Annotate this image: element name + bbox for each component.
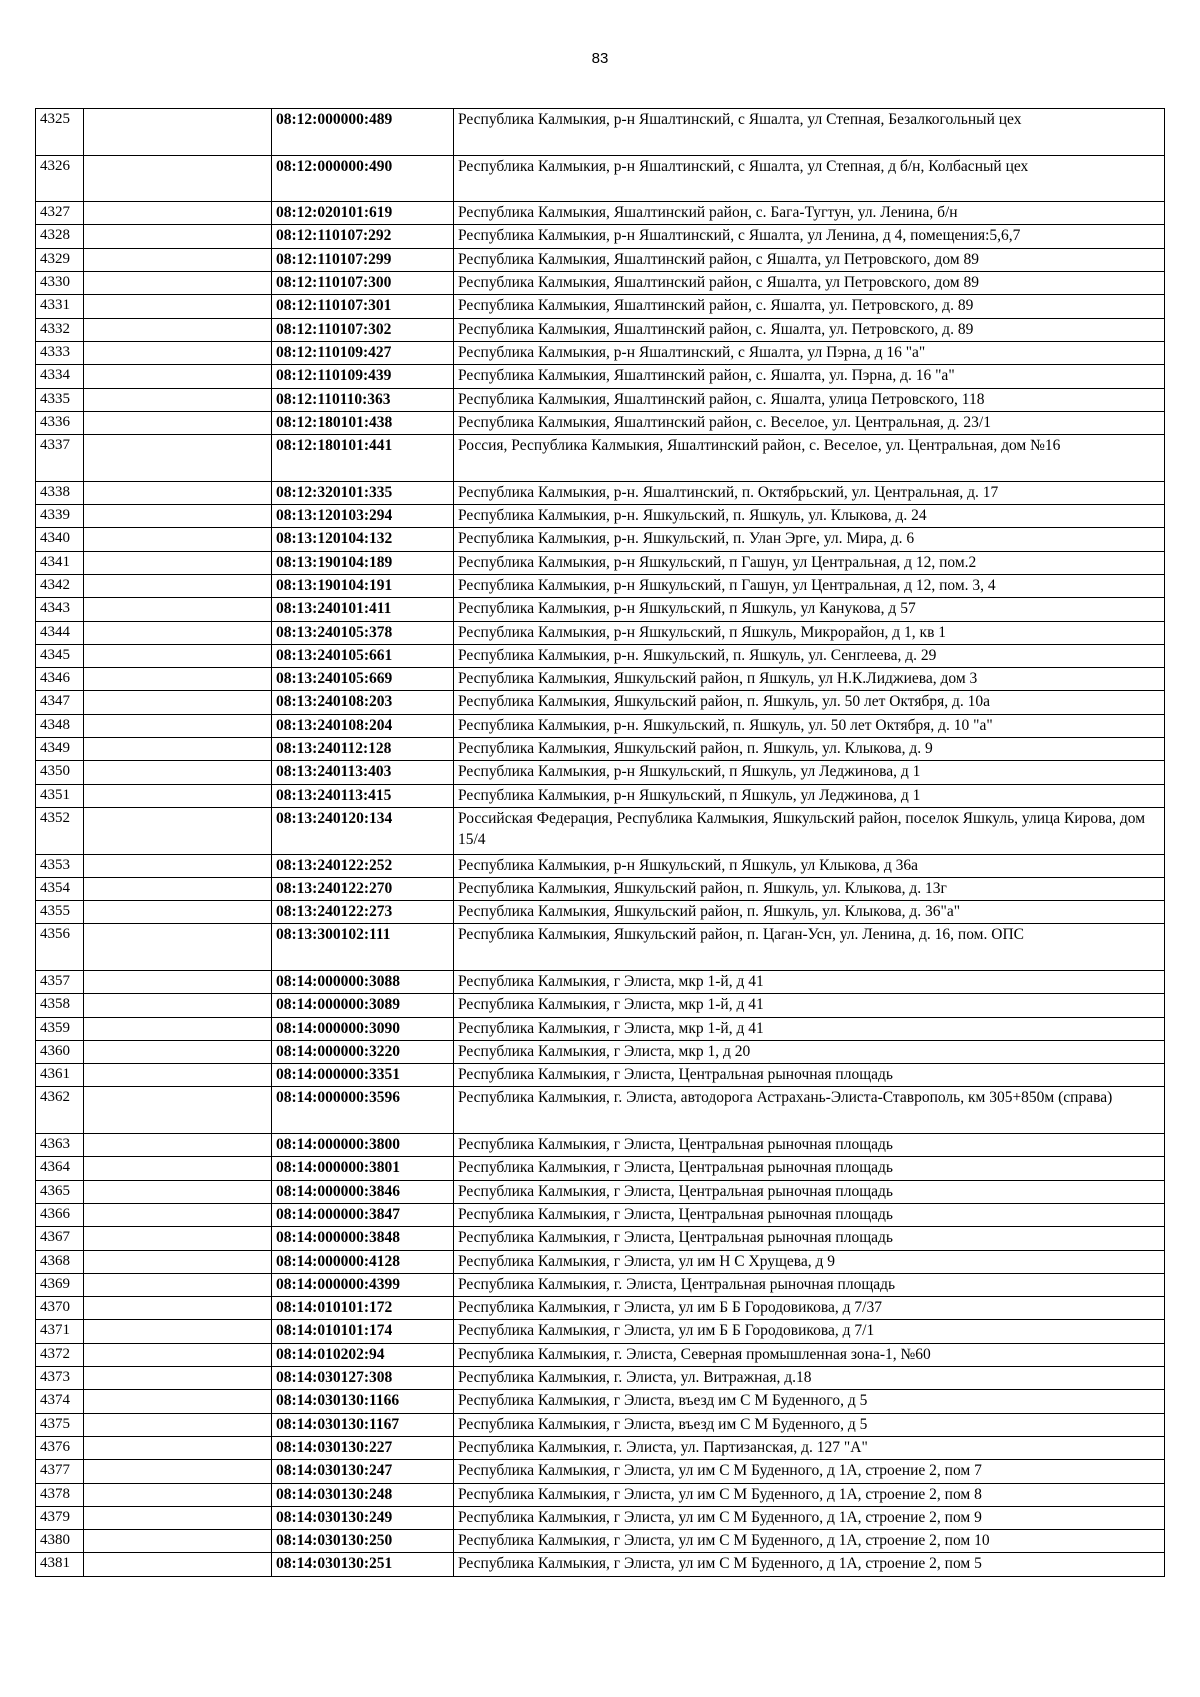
row-number-cell: 4346 [36, 668, 84, 691]
empty-cell [84, 528, 272, 551]
address-cell: Республика Калмыкия, г Элиста, Центральная рыночная площадь [454, 1157, 1165, 1180]
empty-cell [84, 1180, 272, 1203]
address-cell: Республика Калмыкия, Яшалтинский район, с. Яшалта, ул. Петровского, д. 89 [454, 318, 1165, 341]
row-number-cell: 4365 [36, 1180, 84, 1203]
row-number-cell: 4366 [36, 1203, 84, 1226]
address-cell: Республика Калмыкия, Яшкульский район, п. Яшкуль, ул. Клыкова, д. 36"а" [454, 901, 1165, 924]
empty-cell [84, 854, 272, 877]
table-row [36, 1203, 1165, 1226]
address-cell: Республика Калмыкия, г Элиста, мкр 1, д 20 [454, 1040, 1165, 1063]
row-number-cell: 4333 [36, 341, 84, 364]
empty-cell [84, 248, 272, 271]
table-row [36, 295, 1165, 318]
address-cell: Республика Калмыкия, г Элиста, ул им Н С Хрущева, д 9 [454, 1250, 1165, 1273]
row-number-cell: 4368 [36, 1250, 84, 1273]
table-row [36, 1506, 1165, 1529]
table-row [36, 994, 1165, 1017]
cadastral-number-cell: 08:13:240120:134 [272, 807, 454, 854]
empty-cell [84, 481, 272, 504]
row-number-cell: 4378 [36, 1483, 84, 1506]
cadastral-number-cell: 08:14:010101:172 [272, 1297, 454, 1320]
row-number-cell: 4339 [36, 505, 84, 528]
address-cell: Республика Калмыкия, г Элиста, Центральная рыночная площадь [454, 1203, 1165, 1226]
empty-cell [84, 1460, 272, 1483]
row-number-cell: 4353 [36, 854, 84, 877]
address-cell: Республика Калмыкия, р-н Яшалтинский, с Яшалта, ул Пэрна, д 16 "а" [454, 341, 1165, 364]
cadastral-number-cell: 08:13:240113:403 [272, 761, 454, 784]
address-cell: Республика Калмыкия, р-н. Яшкульский, п. Улан Эрге, ул. Мира, д. 6 [454, 528, 1165, 551]
empty-cell [84, 598, 272, 621]
row-number-cell: 4357 [36, 970, 84, 993]
table-row [36, 1530, 1165, 1553]
table-row [36, 1250, 1165, 1273]
table-row [36, 272, 1165, 295]
table-row [36, 598, 1165, 621]
empty-cell [84, 505, 272, 528]
cadastral-number-cell: 08:14:000000:3351 [272, 1064, 454, 1087]
cadastral-number-cell: 08:14:030130:247 [272, 1460, 454, 1483]
row-number-cell: 4338 [36, 481, 84, 504]
address-cell: Республика Калмыкия, г Элиста, Центральная рыночная площадь [454, 1227, 1165, 1250]
address-cell: Республика Калмыкия, г Элиста, въезд им С М Буденного, д 5 [454, 1390, 1165, 1413]
cadastral-number-cell: 08:13:240122:252 [272, 854, 454, 877]
table-row [36, 388, 1165, 411]
table-row [36, 1460, 1165, 1483]
row-number-cell: 4363 [36, 1134, 84, 1157]
address-cell: Республика Калмыкия, г Элиста, въезд им С М Буденного, д 5 [454, 1413, 1165, 1436]
table-row [36, 551, 1165, 574]
address-cell: Республика Калмыкия, г Элиста, ул им С М Буденного, д 1А, строение 2, пом 8 [454, 1483, 1165, 1506]
cadastral-number-cell: 08:12:110107:301 [272, 295, 454, 318]
empty-cell [84, 1530, 272, 1553]
cadastral-number-cell: 08:14:000000:3090 [272, 1017, 454, 1040]
cadastral-number-cell: 08:12:320101:335 [272, 481, 454, 504]
empty-cell [84, 295, 272, 318]
address-cell: Республика Калмыкия, р-н. Яшалтинский, п. Октябрьский, ул. Центральная, д. 17 [454, 481, 1165, 504]
empty-cell [84, 1343, 272, 1366]
address-cell: Республика Калмыкия, Яшкульский район, п. Яшкуль, ул. Клыкова, д. 9 [454, 738, 1165, 761]
cadastral-number-cell: 08:12:020101:619 [272, 202, 454, 225]
empty-cell [84, 784, 272, 807]
address-cell: Российская Федерация, Республика Калмыкия, Яшкульский район, поселок Яшкуль, улица Кирова, дом 15/4 [454, 807, 1165, 854]
empty-cell [84, 1203, 272, 1226]
table-row [36, 155, 1165, 202]
row-number-cell: 4337 [36, 435, 84, 482]
row-number-cell: 4336 [36, 411, 84, 434]
table-row [36, 248, 1165, 271]
address-cell: Республика Калмыкия, р-н Яшкульский, п Яшкуль, ул Клыкова, д 36а [454, 854, 1165, 877]
address-cell: Республика Калмыкия, р-н Яшкульский, п Гашун, ул Центральная, д 12, пом.2 [454, 551, 1165, 574]
row-number-cell: 4342 [36, 574, 84, 597]
empty-cell [84, 272, 272, 295]
row-number-cell: 4332 [36, 318, 84, 341]
address-cell: Республика Калмыкия, Яшкульский район, п. Яшкуль, ул. 50 лет Октября, д. 10а [454, 691, 1165, 714]
table-row [36, 505, 1165, 528]
cadastral-number-cell: 08:12:180101:441 [272, 435, 454, 482]
table-row [36, 691, 1165, 714]
address-cell: Республика Калмыкия, Яшалтинский район, с Яшалта, ул Петровского, дом 89 [454, 248, 1165, 271]
cadastral-number-cell: 08:13:240105:378 [272, 621, 454, 644]
table-row [36, 1367, 1165, 1390]
cadastral-number-cell: 08:14:000000:3847 [272, 1203, 454, 1226]
address-cell: Республика Калмыкия, г Элиста, Центральная рыночная площадь [454, 1180, 1165, 1203]
address-cell: Республика Калмыкия, р-н Яшалтинский, с Яшалта, ул Ленина, д 4, помещения:5,6,7 [454, 225, 1165, 248]
row-number-cell: 4335 [36, 388, 84, 411]
empty-cell [84, 225, 272, 248]
row-number-cell: 4349 [36, 738, 84, 761]
empty-cell [84, 318, 272, 341]
address-cell: Республика Калмыкия, р-н. Яшкульский, п. Яшкуль, ул. Сенглеева, д. 29 [454, 644, 1165, 667]
cadastral-number-cell: 08:14:030130:227 [272, 1436, 454, 1459]
cadastral-number-cell: 08:13:120103:294 [272, 505, 454, 528]
row-number-cell: 4354 [36, 877, 84, 900]
cadastral-number-cell: 08:14:030130:251 [272, 1553, 454, 1576]
empty-cell [84, 877, 272, 900]
empty-cell [84, 970, 272, 993]
table-row [36, 668, 1165, 691]
table-row [36, 1040, 1165, 1063]
table-row [36, 621, 1165, 644]
row-number-cell: 4343 [36, 598, 84, 621]
cadastral-number-cell: 08:13:240101:411 [272, 598, 454, 621]
row-number-cell: 4352 [36, 807, 84, 854]
empty-cell [84, 1483, 272, 1506]
cadastral-number-cell: 08:12:110110:363 [272, 388, 454, 411]
row-number-cell: 4375 [36, 1413, 84, 1436]
row-number-cell: 4358 [36, 994, 84, 1017]
row-number-cell: 4326 [36, 155, 84, 202]
address-cell: Республика Калмыкия, Яшалтинский район, с. Яшалта, ул. Петровского, д. 89 [454, 295, 1165, 318]
address-cell: Республика Калмыкия, Яшалтинский район, с. Яшалта, ул. Пэрна, д. 16 "а" [454, 365, 1165, 388]
table-row [36, 1320, 1165, 1343]
address-cell: Республика Калмыкия, г Элиста, Центральная рыночная площадь [454, 1134, 1165, 1157]
cadastral-number-cell: 08:14:030130:1166 [272, 1390, 454, 1413]
row-number-cell: 4325 [36, 109, 84, 156]
cadastral-number-cell: 08:12:000000:490 [272, 155, 454, 202]
cadastral-number-cell: 08:13:240108:204 [272, 714, 454, 737]
row-number-cell: 4329 [36, 248, 84, 271]
cadastral-number-cell: 08:14:030130:248 [272, 1483, 454, 1506]
address-cell: Республика Калмыкия, г Элиста, мкр 1-й, д 41 [454, 1017, 1165, 1040]
cadastral-number-cell: 08:13:240105:661 [272, 644, 454, 667]
page-number: 83 [591, 50, 609, 67]
row-number-cell: 4370 [36, 1297, 84, 1320]
row-number-cell: 4328 [36, 225, 84, 248]
row-number-cell: 4360 [36, 1040, 84, 1063]
empty-cell [84, 1413, 272, 1436]
row-number-cell: 4359 [36, 1017, 84, 1040]
address-cell: Республика Калмыкия, Яшалтинский район, с. Яшалта, улица Петровского, 118 [454, 388, 1165, 411]
row-number-cell: 4364 [36, 1157, 84, 1180]
row-number-cell: 4341 [36, 551, 84, 574]
registry-table-body [36, 109, 1165, 1577]
cadastral-number-cell: 08:12:180101:438 [272, 411, 454, 434]
row-number-cell: 4356 [36, 924, 84, 971]
address-cell: Республика Калмыкия, р-н Яшкульский, п Яшкуль, ул Леджинова, д 1 [454, 761, 1165, 784]
empty-cell [84, 1040, 272, 1063]
table-row [36, 1134, 1165, 1157]
cadastral-number-cell: 08:14:000000:3801 [272, 1157, 454, 1180]
address-cell: Республика Калмыкия, г. Элиста, Северная промышленная зона-1, №60 [454, 1343, 1165, 1366]
table-row [36, 761, 1165, 784]
address-cell: Республика Калмыкия, г Элиста, ул им С М Буденного, д 1А, строение 2, пом 7 [454, 1460, 1165, 1483]
address-cell: Республика Калмыкия, г. Элиста, ул. Витражная, д.18 [454, 1367, 1165, 1390]
empty-cell [84, 341, 272, 364]
address-cell: Республика Калмыкия, г Элиста, ул им С М Буденного, д 1А, строение 2, пом 10 [454, 1530, 1165, 1553]
table-row [36, 1343, 1165, 1366]
cadastral-number-cell: 08:14:000000:3846 [272, 1180, 454, 1203]
address-cell: Республика Калмыкия, Яшалтинский район, с. Веселое, ул. Центральная, д. 23/1 [454, 411, 1165, 434]
address-cell: Республика Калмыкия, г. Элиста, автодорога Астрахань-Элиста-Ставрополь, км 305+850м (справа) [454, 1087, 1165, 1134]
table-row [36, 714, 1165, 737]
table-row [36, 1297, 1165, 1320]
cadastral-number-cell: 08:14:030127:308 [272, 1367, 454, 1390]
cadastral-number-cell: 08:12:110107:299 [272, 248, 454, 271]
empty-cell [84, 668, 272, 691]
empty-cell [84, 1297, 272, 1320]
empty-cell [84, 551, 272, 574]
empty-cell [84, 1320, 272, 1343]
row-number-cell: 4361 [36, 1064, 84, 1087]
row-number-cell: 4367 [36, 1227, 84, 1250]
empty-cell [84, 924, 272, 971]
address-cell: Республика Калмыкия, р-н Яшалтинский, с Яшалта, ул Степная, д б/н, Колбасный цех [454, 155, 1165, 202]
empty-cell [84, 1553, 272, 1576]
row-number-cell: 4372 [36, 1343, 84, 1366]
cadastral-number-cell: 08:13:300102:111 [272, 924, 454, 971]
address-cell: Республика Калмыкия, г. Элиста, ул. Партизанская, д. 127 "А" [454, 1436, 1165, 1459]
empty-cell [84, 761, 272, 784]
table-row [36, 970, 1165, 993]
table-row [36, 1157, 1165, 1180]
address-cell: Республика Калмыкия, г. Элиста, Центральная рыночная площадь [454, 1273, 1165, 1296]
cadastral-number-cell: 08:14:000000:3848 [272, 1227, 454, 1250]
row-number-cell: 4334 [36, 365, 84, 388]
empty-cell [84, 411, 272, 434]
address-cell: Республика Калмыкия, Яшкульский район, п. Яшкуль, ул. Клыкова, д. 13г [454, 877, 1165, 900]
address-cell: Республика Калмыкия, Яшкульский район, п Яшкуль, ул Н.К.Лиджиева, дом 3 [454, 668, 1165, 691]
address-cell: Республика Калмыкия, р-н Яшкульский, п Яшкуль, ул Канукова, д 57 [454, 598, 1165, 621]
cadastral-number-cell: 08:14:010202:94 [272, 1343, 454, 1366]
address-cell: Республика Калмыкия, г Элиста, мкр 1-й, д 41 [454, 970, 1165, 993]
address-cell: Республика Калмыкия, р-н Яшкульский, п Гашун, ул Центральная, д 12, пом. 3, 4 [454, 574, 1165, 597]
table-row [36, 784, 1165, 807]
row-number-cell: 4376 [36, 1436, 84, 1459]
cadastral-number-cell: 08:14:030130:1167 [272, 1413, 454, 1436]
cadastral-number-cell: 08:12:000000:489 [272, 109, 454, 156]
row-number-cell: 4351 [36, 784, 84, 807]
cadastral-number-cell: 08:12:110107:292 [272, 225, 454, 248]
row-number-cell: 4374 [36, 1390, 84, 1413]
empty-cell [84, 155, 272, 202]
table-row [36, 1087, 1165, 1134]
table-row [36, 644, 1165, 667]
cadastral-number-cell: 08:13:190104:191 [272, 574, 454, 597]
table-row [36, 1017, 1165, 1040]
table-row [36, 1180, 1165, 1203]
row-number-cell: 4345 [36, 644, 84, 667]
row-number-cell: 4362 [36, 1087, 84, 1134]
cadastral-number-cell: 08:13:240112:128 [272, 738, 454, 761]
empty-cell [84, 1087, 272, 1134]
cadastral-number-cell: 08:14:010101:174 [272, 1320, 454, 1343]
cadastral-number-cell: 08:13:190104:189 [272, 551, 454, 574]
table-row [36, 202, 1165, 225]
row-number-cell: 4327 [36, 202, 84, 225]
row-number-cell: 4369 [36, 1273, 84, 1296]
table-row [36, 528, 1165, 551]
table-row [36, 1483, 1165, 1506]
row-number-cell: 4373 [36, 1367, 84, 1390]
cadastral-number-cell: 08:13:240122:270 [272, 877, 454, 900]
cadastral-number-cell: 08:14:000000:3089 [272, 994, 454, 1017]
address-cell: Республика Калмыкия, г Элиста, ул им Б Б Городовикова, д 7/37 [454, 1297, 1165, 1320]
address-cell: Республика Калмыкия, г Элиста, мкр 1-й, д 41 [454, 994, 1165, 1017]
empty-cell [84, 1064, 272, 1087]
table-row [36, 1436, 1165, 1459]
address-cell: Республика Калмыкия, Яшалтинский район, с. Бага-Тугтун, ул. Ленина, б/н [454, 202, 1165, 225]
empty-cell [84, 621, 272, 644]
empty-cell [84, 388, 272, 411]
empty-cell [84, 1227, 272, 1250]
table-row [36, 1273, 1165, 1296]
table-row [36, 1064, 1165, 1087]
row-number-cell: 4344 [36, 621, 84, 644]
empty-cell [84, 109, 272, 156]
address-cell: Республика Калмыкия, г Элиста, Центральная рыночная площадь [454, 1064, 1165, 1087]
empty-cell [84, 1017, 272, 1040]
empty-cell [84, 1157, 272, 1180]
table-row [36, 1553, 1165, 1576]
address-cell: Республика Калмыкия, р-н. Яшкульский, п. Яшкуль, ул. Клыкова, д. 24 [454, 505, 1165, 528]
table-row [36, 738, 1165, 761]
empty-cell [84, 691, 272, 714]
cadastral-number-cell: 08:14:000000:3800 [272, 1134, 454, 1157]
table-row [36, 574, 1165, 597]
cadastral-number-cell: 08:12:110109:427 [272, 341, 454, 364]
cadastral-number-cell: 08:12:110109:439 [272, 365, 454, 388]
cadastral-number-cell: 08:14:000000:3220 [272, 1040, 454, 1063]
row-number-cell: 4371 [36, 1320, 84, 1343]
empty-cell [84, 714, 272, 737]
empty-cell [84, 365, 272, 388]
table-row [36, 854, 1165, 877]
empty-cell [84, 994, 272, 1017]
empty-cell [84, 1367, 272, 1390]
empty-cell [84, 807, 272, 854]
row-number-cell: 4350 [36, 761, 84, 784]
cadastral-number-cell: 08:13:240105:669 [272, 668, 454, 691]
table-row [36, 365, 1165, 388]
cadastral-number-cell: 08:14:000000:3596 [272, 1087, 454, 1134]
empty-cell [84, 574, 272, 597]
empty-cell [84, 644, 272, 667]
table-row [36, 109, 1165, 156]
address-cell: Республика Калмыкия, р-н Яшкульский, п Яшкуль, Микрорайон, д 1, кв 1 [454, 621, 1165, 644]
address-cell: Республика Калмыкия, г Элиста, ул им Б Б Городовикова, д 7/1 [454, 1320, 1165, 1343]
empty-cell [84, 202, 272, 225]
row-number-cell: 4380 [36, 1530, 84, 1553]
table-row [36, 901, 1165, 924]
row-number-cell: 4355 [36, 901, 84, 924]
cadastral-number-cell: 08:13:120104:132 [272, 528, 454, 551]
cadastral-number-cell: 08:13:240122:273 [272, 901, 454, 924]
address-cell: Россия, Республика Калмыкия, Яшалтинский район, с. Веселое, ул. Центральная, дом №16 [454, 435, 1165, 482]
cadastral-number-cell: 08:14:000000:4128 [272, 1250, 454, 1273]
table-row [36, 1413, 1165, 1436]
empty-cell [84, 1506, 272, 1529]
row-number-cell: 4379 [36, 1506, 84, 1529]
empty-cell [84, 1250, 272, 1273]
address-cell: Республика Калмыкия, р-н Яшкульский, п Яшкуль, ул Леджинова, д 1 [454, 784, 1165, 807]
row-number-cell: 4348 [36, 714, 84, 737]
table-row [36, 1390, 1165, 1413]
table-row [36, 225, 1165, 248]
table-row [36, 318, 1165, 341]
cadastral-number-cell: 08:13:240108:203 [272, 691, 454, 714]
empty-cell [84, 901, 272, 924]
empty-cell [84, 1273, 272, 1296]
table-row [36, 435, 1165, 482]
empty-cell [84, 1436, 272, 1459]
cadastral-number-cell: 08:14:000000:4399 [272, 1273, 454, 1296]
address-cell: Республика Калмыкия, г Элиста, ул им С М Буденного, д 1А, строение 2, пом 9 [454, 1506, 1165, 1529]
row-number-cell: 4381 [36, 1553, 84, 1576]
address-cell: Республика Калмыкия, р-н. Яшкульский, п. Яшкуль, ул. 50 лет Октября, д. 10 "а" [454, 714, 1165, 737]
table-row [36, 877, 1165, 900]
row-number-cell: 4347 [36, 691, 84, 714]
row-number-cell: 4340 [36, 528, 84, 551]
empty-cell [84, 1134, 272, 1157]
address-cell: Республика Калмыкия, р-н Яшалтинский, с Яшалта, ул Степная, Безалкогольный цех [454, 109, 1165, 156]
table-row [36, 1227, 1165, 1250]
cadastral-number-cell: 08:14:000000:3088 [272, 970, 454, 993]
cadastral-number-cell: 08:14:030130:250 [272, 1530, 454, 1553]
row-number-cell: 4377 [36, 1460, 84, 1483]
row-number-cell: 4331 [36, 295, 84, 318]
empty-cell [84, 1390, 272, 1413]
address-cell: Республика Калмыкия, Яшкульский район, п. Цаган-Усн, ул. Ленина, д. 16, пом. ОПС [454, 924, 1165, 971]
registry-table [35, 108, 1165, 1577]
empty-cell [84, 435, 272, 482]
empty-cell [84, 738, 272, 761]
cadastral-number-cell: 08:14:030130:249 [272, 1506, 454, 1529]
address-cell: Республика Калмыкия, Яшалтинский район, с Яшалта, ул Петровского, дом 89 [454, 272, 1165, 295]
cadastral-number-cell: 08:12:110107:300 [272, 272, 454, 295]
table-row [36, 807, 1165, 854]
address-cell: Республика Калмыкия, г Элиста, ул им С М Буденного, д 1А, строение 2, пом 5 [454, 1553, 1165, 1576]
table-row [36, 411, 1165, 434]
row-number-cell: 4330 [36, 272, 84, 295]
cadastral-number-cell: 08:13:240113:415 [272, 784, 454, 807]
table-row [36, 924, 1165, 971]
table-row [36, 481, 1165, 504]
table-row [36, 341, 1165, 364]
cadastral-number-cell: 08:12:110107:302 [272, 318, 454, 341]
